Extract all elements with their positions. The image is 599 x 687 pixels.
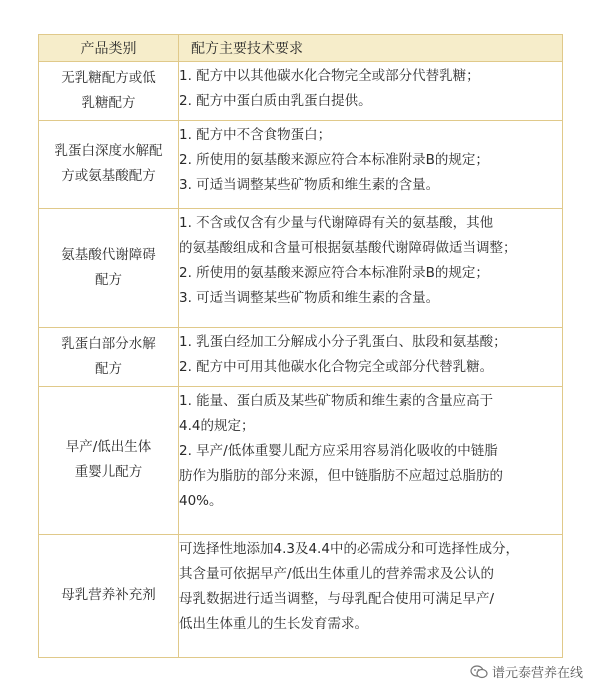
requirement-line: 1. 乳蛋白经加工分解成小分子乳蛋白、肽段和氨基酸；	[179, 334, 507, 351]
requirement-line: 2. 所使用的氨基酸来源应符合本标准附录B的规定；	[179, 151, 489, 168]
formula-requirements-table	[38, 34, 563, 658]
requirements-cell	[179, 328, 563, 387]
requirements-cell	[179, 208, 563, 327]
table-row	[39, 328, 563, 387]
watermark	[470, 662, 583, 681]
category-text: 重婴儿配方	[74, 464, 143, 481]
header-technical-requirements: 配方主要技术要求	[179, 35, 563, 62]
wechat-icon	[470, 665, 488, 679]
category-cell	[39, 208, 179, 327]
table-row	[39, 386, 563, 534]
requirements-cell	[179, 62, 563, 121]
requirement-line: 1. 能量、蛋白质及某些矿物质和维生素的含量应高于	[179, 392, 494, 409]
category-cell	[39, 62, 179, 121]
requirement-line: 1. 配方中以其他碳水化合物完全或部分代替乳糖；	[179, 68, 480, 84]
category-text: 乳蛋白深度水解配	[54, 143, 163, 160]
requirements-cell	[179, 534, 563, 657]
table-header-row	[39, 35, 563, 62]
category-cell	[39, 534, 179, 657]
category-cell	[39, 386, 179, 534]
requirement-line: 可选择性地添加4.3及4.4中的必需成分和可选择性成分，	[179, 540, 519, 557]
category-text: 配方	[95, 271, 122, 288]
category-text: 方或氨基酸配方	[61, 168, 156, 185]
requirement-line: 3. 可适当调整某些矿物质和维生素的含量。	[179, 289, 440, 306]
requirement-line: 3. 可适当调整某些矿物质和维生素的含量。	[179, 176, 440, 193]
watermark-text: 谱元泰营养在线	[491, 666, 583, 681]
requirements-cell	[179, 386, 563, 534]
category-text: 早产/低出生体	[65, 439, 152, 456]
table-row	[39, 208, 563, 327]
requirements-cell	[179, 120, 563, 208]
table-row	[39, 120, 563, 208]
category-text: 氨基酸代谢障碍	[61, 246, 156, 263]
category-cell	[39, 328, 179, 387]
requirement-line: 4.4的规定；	[179, 417, 255, 434]
requirement-line: 2. 早产/低体重婴儿配方应采用容易消化吸收的中链脂	[179, 442, 498, 459]
requirement-line: 1. 配方中不含食物蛋白；	[179, 126, 332, 143]
requirement-line: 母乳数据进行适当调整，与母乳配合使用可满足早产/	[179, 590, 495, 607]
category-text: 无乳糖配方或低	[61, 69, 156, 86]
table-row	[39, 534, 563, 657]
category-cell	[39, 120, 179, 208]
requirement-line: 的氨基酸组成和含量可根据氨基酸代谢障碍做适当调整；	[179, 239, 517, 256]
table-row	[39, 62, 563, 121]
category-text: 母乳营养补充剂	[61, 587, 156, 604]
requirement-line: 2. 所使用的氨基酸来源应符合本标准附录B的规定；	[179, 264, 489, 281]
category-text: 乳蛋白部分水解	[61, 335, 156, 352]
header-product-category: 产品类别	[39, 35, 179, 62]
requirement-line: 低出生体重儿的生长发育需求。	[179, 615, 368, 632]
category-text: 配方	[95, 360, 122, 377]
category-text: 乳糖配方	[81, 94, 136, 111]
requirement-line: 肪作为脂肪的部分来源，但中链脂肪不应超过总脂肪的	[179, 467, 503, 484]
requirement-line: 其含量可依据早产/低出生体重儿的营养需求及公认的	[179, 565, 495, 582]
requirement-line: 2. 配方中可用其他碳水化合物完全或部分代替乳糖。	[179, 359, 494, 376]
requirement-line: 2. 配方中蛋白质由乳蛋白提供。	[179, 93, 372, 109]
requirement-line: 40%。	[179, 492, 223, 509]
requirement-line: 1. 不含或仅含有少量与代谢障碍有关的氨基酸，其他	[179, 214, 494, 231]
